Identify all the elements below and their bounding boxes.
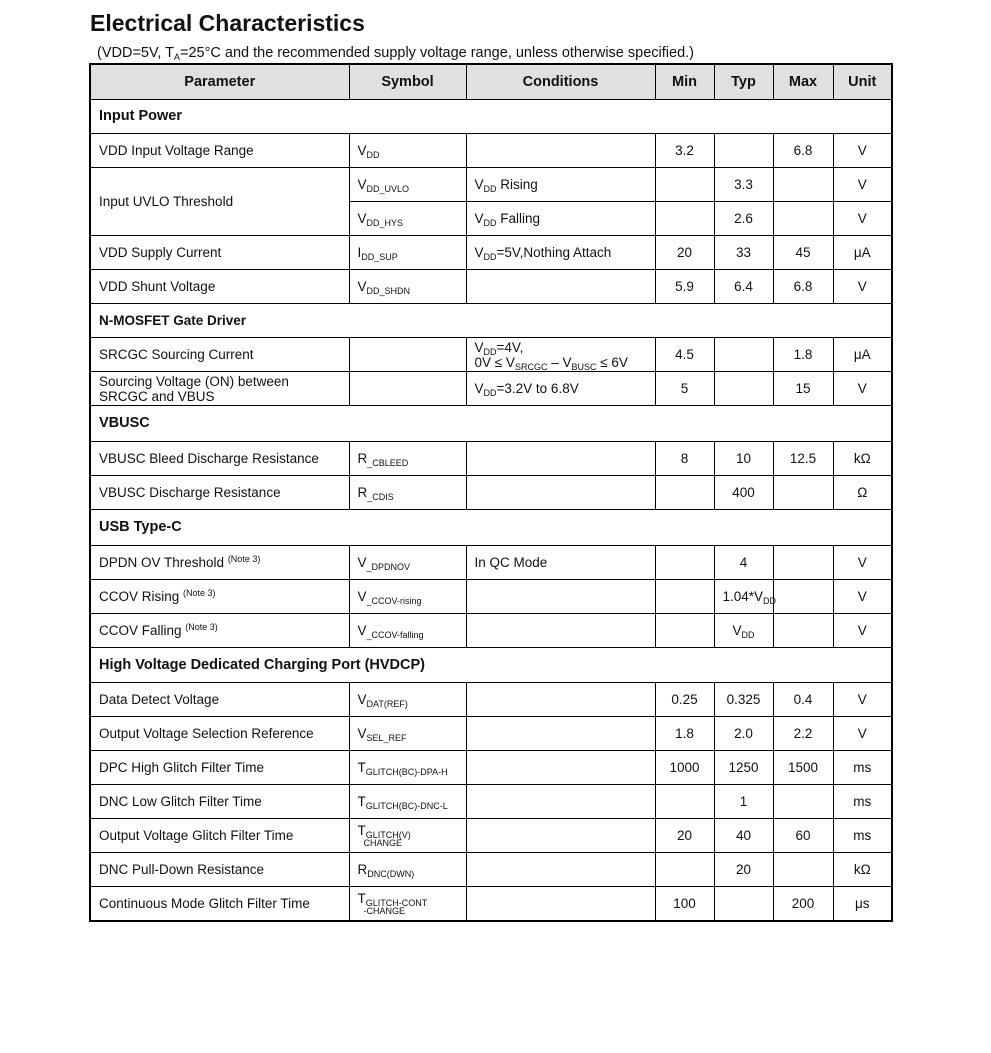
conditions-cell xyxy=(466,751,655,785)
param-cell: VDD Shunt Voltage xyxy=(90,270,349,304)
section-title: N-MOSFET Gate Driver xyxy=(90,304,892,338)
min-cell xyxy=(655,546,714,580)
table-row xyxy=(90,887,892,921)
max-cell xyxy=(773,546,833,580)
symbol-cell: $V_{\_CCOV-rising}$ xyxy=(349,580,466,614)
conditions-cell: $V_{DD}$ Rising xyxy=(466,168,655,202)
unit-cell: V xyxy=(833,202,892,236)
conditions-cell xyxy=(466,476,655,510)
symbol-cell: $R_{\_CDIS}$ xyxy=(349,476,466,510)
section-row xyxy=(90,406,892,442)
table-row xyxy=(90,270,892,304)
param-cell: Input UVLO Threshold xyxy=(90,168,349,236)
table-row xyxy=(90,614,892,648)
param-cell: VDD Input Voltage Range xyxy=(90,134,349,168)
table-row xyxy=(90,785,892,819)
symbol-cell: $V_{DD}$ xyxy=(349,134,466,168)
max-cell: 1.8 xyxy=(773,338,833,372)
table-header-row xyxy=(90,64,892,100)
typ-cell: $1.04*V_{DD}$ xyxy=(714,580,773,614)
conditions-cell: $V_{DD}$ Falling xyxy=(466,202,655,236)
conditions-cell xyxy=(466,614,655,648)
max-cell: 2.2 xyxy=(773,717,833,751)
symbol-cell: $T_{GLITCH(V)}$ CHANGE xyxy=(349,819,466,853)
param-cell: CCOV Falling $^{(Note 3)}$ xyxy=(90,614,349,648)
typ-cell: $V_{DD}$ xyxy=(714,614,773,648)
unit-cell: V xyxy=(833,546,892,580)
max-cell: 0.4 xyxy=(773,683,833,717)
typ-cell: 2.0 xyxy=(714,717,773,751)
section-row xyxy=(90,304,892,338)
test-conditions-note: (VDD=5V, $T_A=25^\circ C$ and the recommended supply voltage range, unless otherwise specified.) xyxy=(97,45,694,62)
max-cell: 12.5 xyxy=(773,442,833,476)
table-row xyxy=(90,236,892,270)
table-row xyxy=(90,853,892,887)
param-cell: Sourcing Voltage (ON) between SRCGC and VBUS xyxy=(90,372,349,406)
unit-cell: V xyxy=(833,614,892,648)
header-min: Min xyxy=(655,64,714,100)
max-cell xyxy=(773,853,833,887)
conditions-cell xyxy=(466,442,655,476)
table-row xyxy=(90,546,892,580)
table-row xyxy=(90,372,892,406)
max-cell: 1500 xyxy=(773,751,833,785)
symbol-cell: $V_{SEL\_REF}$ xyxy=(349,717,466,751)
section-row xyxy=(90,510,892,546)
unit-cell: V xyxy=(833,580,892,614)
unit-cell: V xyxy=(833,683,892,717)
header-typ: Typ xyxy=(714,64,773,100)
unit-cell: V xyxy=(833,168,892,202)
section-row xyxy=(90,648,892,683)
max-cell xyxy=(773,202,833,236)
unit-cell: ms xyxy=(833,819,892,853)
typ-cell: 3.3 xyxy=(714,168,773,202)
conditions-cell xyxy=(466,853,655,887)
param-cell: CCOV Rising $^{(Note 3)}$ xyxy=(90,580,349,614)
typ-cell xyxy=(714,134,773,168)
min-cell xyxy=(655,168,714,202)
min-cell: 3.2 xyxy=(655,134,714,168)
min-cell xyxy=(655,580,714,614)
conditions-cell: In QC Mode xyxy=(466,546,655,580)
min-cell: 20 xyxy=(655,819,714,853)
symbol-cell: $T_{GLITCH(BC)-DPA-H}$ xyxy=(349,751,466,785)
symbol-cell: $V_{DD\_HYS}$ xyxy=(349,202,466,236)
typ-cell: 0.325 xyxy=(714,683,773,717)
conditions-cell: $V_{DD}=5V,Nothing$ Attach xyxy=(466,236,655,270)
unit-cell: μs xyxy=(833,887,892,921)
max-cell: 60 xyxy=(773,819,833,853)
max-cell: 45 xyxy=(773,236,833,270)
min-cell: 8 xyxy=(655,442,714,476)
unit-cell: V xyxy=(833,134,892,168)
typ-cell: 6.4 xyxy=(714,270,773,304)
unit-cell: ms xyxy=(833,785,892,819)
symbol-cell: $T_{GLITCH(BC)-DNC-L}$ xyxy=(349,785,466,819)
min-cell xyxy=(655,476,714,510)
table-row xyxy=(90,717,892,751)
conditions-cell xyxy=(466,134,655,168)
conditions-cell xyxy=(466,887,655,921)
typ-cell: 40 xyxy=(714,819,773,853)
unit-cell: kΩ xyxy=(833,442,892,476)
table-row xyxy=(90,338,892,372)
conditions-cell xyxy=(466,819,655,853)
param-cell: DPDN OV Threshold $^{(Note 3)}$ xyxy=(90,546,349,580)
table-row xyxy=(90,476,892,510)
header-unit: Unit xyxy=(833,64,892,100)
max-cell xyxy=(773,785,833,819)
max-cell xyxy=(773,580,833,614)
unit-cell: μA xyxy=(833,236,892,270)
unit-cell: Ω xyxy=(833,476,892,510)
header-parameter: Parameter xyxy=(90,64,349,100)
max-cell: 15 xyxy=(773,372,833,406)
symbol-cell xyxy=(349,372,466,406)
typ-cell: 2.6 xyxy=(714,202,773,236)
table-row xyxy=(90,683,892,717)
symbol-cell: $V_{DD\_SHDN}$ xyxy=(349,270,466,304)
unit-cell: ms xyxy=(833,751,892,785)
conditions-cell: $V_{DD}=4V$, $0V \le V_{SRCGC} - V_{BUSC} \le 6V$ xyxy=(466,338,655,372)
unit-cell: V xyxy=(833,372,892,406)
max-cell: 6.8 xyxy=(773,270,833,304)
typ-cell: 4 xyxy=(714,546,773,580)
table-row xyxy=(90,751,892,785)
min-cell xyxy=(655,202,714,236)
min-cell xyxy=(655,853,714,887)
typ-cell xyxy=(714,887,773,921)
conditions-cell xyxy=(466,683,655,717)
param-cell: Output Voltage Selection Reference xyxy=(90,717,349,751)
page-title: Electrical Characteristics xyxy=(90,10,365,36)
symbol-cell: $T_{GLITCH-CONT}$ -CHANGE xyxy=(349,887,466,921)
section-title: VBUSC xyxy=(90,406,892,442)
symbol-cell: $R_{DNC(DWN)}$ xyxy=(349,853,466,887)
param-cell: DNC Low Glitch Filter Time xyxy=(90,785,349,819)
table-row xyxy=(90,168,892,202)
table-row xyxy=(90,134,892,168)
typ-cell: 33 xyxy=(714,236,773,270)
unit-cell: V xyxy=(833,270,892,304)
min-cell: 4.5 xyxy=(655,338,714,372)
conditions-cell xyxy=(466,270,655,304)
symbol-cell: $V_{\_CCOV-falling}$ xyxy=(349,614,466,648)
param-cell: Continuous Mode Glitch Filter Time xyxy=(90,887,349,921)
typ-cell: 400 xyxy=(714,476,773,510)
section-row xyxy=(90,100,892,134)
param-cell: VBUSC Bleed Discharge Resistance xyxy=(90,442,349,476)
min-cell: 5.9 xyxy=(655,270,714,304)
symbol-cell: $V_{DD\_UVLO}$ xyxy=(349,168,466,202)
param-cell: DNC Pull-Down Resistance xyxy=(90,853,349,887)
typ-cell: 1250 xyxy=(714,751,773,785)
param-cell: Data Detect Voltage xyxy=(90,683,349,717)
conditions-cell: $V_{DD}=3.2V$ to 6.8V xyxy=(466,372,655,406)
max-cell xyxy=(773,476,833,510)
symbol-cell: $V_{DAT(REF)}$ xyxy=(349,683,466,717)
section-title: USB Type-C xyxy=(90,510,892,546)
min-cell: 1000 xyxy=(655,751,714,785)
unit-cell: V xyxy=(833,717,892,751)
header-max: Max xyxy=(773,64,833,100)
max-cell: 200 xyxy=(773,887,833,921)
table-row xyxy=(90,580,892,614)
min-cell: 0.25 xyxy=(655,683,714,717)
conditions-cell xyxy=(466,717,655,751)
param-cell: VDD Supply Current xyxy=(90,236,349,270)
min-cell: 20 xyxy=(655,236,714,270)
conditions-cell xyxy=(466,785,655,819)
typ-cell: 1 xyxy=(714,785,773,819)
electrical-characteristics-table xyxy=(89,63,893,922)
param-cell: VBUSC Discharge Resistance xyxy=(90,476,349,510)
max-cell: 6.8 xyxy=(773,134,833,168)
min-cell: 100 xyxy=(655,887,714,921)
param-cell: DPC High Glitch Filter Time xyxy=(90,751,349,785)
table-row xyxy=(90,442,892,476)
header-symbol: Symbol xyxy=(349,64,466,100)
unit-cell: μA xyxy=(833,338,892,372)
param-cell: SRCGC Sourcing Current xyxy=(90,338,349,372)
max-cell xyxy=(773,168,833,202)
min-cell: 1.8 xyxy=(655,717,714,751)
header-conditions: Conditions xyxy=(466,64,655,100)
section-title: Input Power xyxy=(90,100,892,134)
unit-cell: kΩ xyxy=(833,853,892,887)
symbol-cell xyxy=(349,338,466,372)
typ-cell xyxy=(714,338,773,372)
conditions-cell xyxy=(466,580,655,614)
min-cell: 5 xyxy=(655,372,714,406)
min-cell xyxy=(655,785,714,819)
param-cell: Output Voltage Glitch Filter Time xyxy=(90,819,349,853)
symbol-cell: $R_{\_CBLEED}$ xyxy=(349,442,466,476)
table-row xyxy=(90,819,892,853)
symbol-cell: $V_{\_DPDNOV}$ xyxy=(349,546,466,580)
typ-cell: 20 xyxy=(714,853,773,887)
min-cell xyxy=(655,614,714,648)
typ-cell xyxy=(714,372,773,406)
max-cell xyxy=(773,614,833,648)
section-title: High Voltage Dedicated Charging Port (HVDCP) xyxy=(90,648,892,683)
typ-cell: 10 xyxy=(714,442,773,476)
symbol-cell: $I_{DD\_SUP}$ xyxy=(349,236,466,270)
